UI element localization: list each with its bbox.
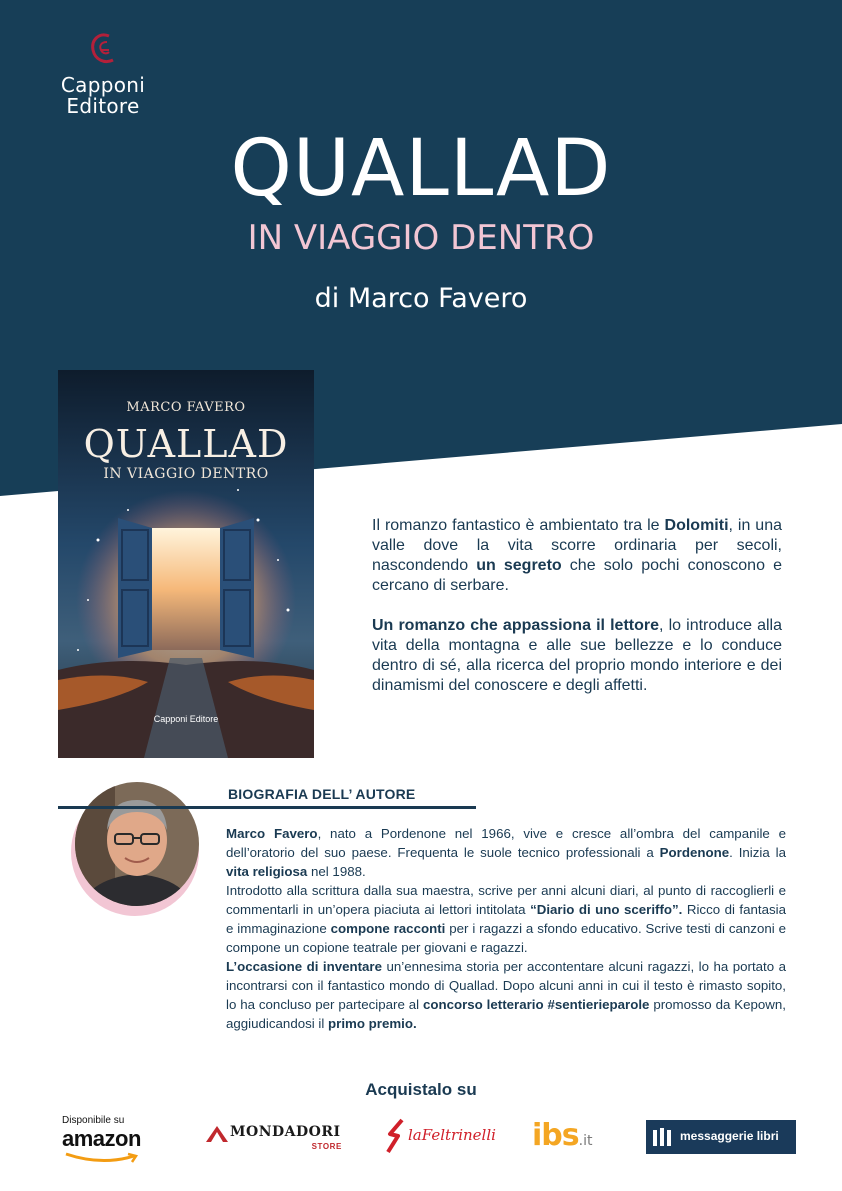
text-segment: promosso da Kepown, aggiudicandosi il (226, 997, 786, 1031)
cover-subtitle: IN VIAGGIO DENTRO (103, 466, 269, 482)
text-segment: , lo introduce alla vita della montagna e alle sue bellezze e lo conduce dentro di sé, alla ricerca del proprio mondo interiore e dei dinamismi del conoscere e degli affetti. (372, 617, 782, 694)
feltrinelli-logo-link[interactable] (384, 1118, 504, 1158)
text-segment: , nato a Pordenone nel 1966, vive e cresce all’ombra del campanile e dell’oratorio del suo paese. Frequenta le suole tecnico professionali a (226, 826, 786, 860)
bio-paragraph-3 (226, 957, 786, 1033)
capponi-monogram-icon (85, 30, 121, 70)
ibs-logo-link[interactable] (532, 1118, 612, 1158)
book-title: QUALLAD (230, 124, 612, 214)
ibs-wordmark: ibs (532, 1118, 579, 1153)
text-segment: . Inizia la (729, 845, 786, 860)
description-paragraph-1 (372, 516, 782, 596)
text-segment: un’ennesima storia per accontentare alcuni ragazzi, lo ha portato a incontrarsi con il fantastico mondo di Quallad. Dopo alcuni anni in cui il testo è rimasto sopito, lo ha concluso per partecipare al (226, 959, 787, 1012)
text-segment: Marco Favero (226, 826, 318, 841)
mondadori-store-label: STORE (311, 1142, 342, 1151)
book-cover (58, 370, 314, 758)
text-segment: concorso letterario #sentierieparole (422, 997, 650, 1012)
amazon-wordmark: amazon (62, 1126, 141, 1151)
ibs-domain-suffix: .it (578, 1133, 593, 1149)
feltrinelli-wordmark: laFeltrinelli (408, 1126, 496, 1144)
buy-heading: Acquistalo su (365, 1080, 477, 1099)
messaggerie-m-icon (652, 1126, 676, 1148)
bio-paragraph-1 (226, 824, 786, 881)
cover-title: QUALLAD (83, 422, 289, 466)
publisher-name-line2: Editore (66, 94, 140, 118)
messaggerie-wordmark: messaggerie libri (680, 1129, 779, 1143)
feltrinelli-f-icon (384, 1118, 406, 1154)
text-segment: che solo pochi conoscono e cercano di serbare. (372, 557, 782, 594)
text-segment: per i ragazzi a sfondo educativo. Scrive testi di canzoni e compone un copione teatrale per giovani e ragazzi. (226, 921, 786, 955)
mondadori-wordmark: MONDADORI (230, 1124, 341, 1140)
book-author: di Marco Favero (314, 283, 528, 314)
amazon-caption: Disponibile su (62, 1115, 125, 1126)
text-segment: Il romanzo fantastico è ambientato tra le (372, 517, 665, 534)
bio-paragraph-2 (226, 881, 786, 957)
text-segment: Introdotto alla scrittura dalla sua maestra, scrive per anni alcuni diari, al punto di raccoglierli e commentarli in un’opera piaciuta ai lettori intitolata (226, 883, 786, 917)
text-segment: Ricco di fantasia e immaginazione (226, 902, 786, 936)
publisher-name-line1: Capponi (60, 73, 146, 97)
bio-text (226, 824, 786, 1033)
publisher-logo (58, 30, 148, 117)
mondadori-store-logo-link[interactable] (206, 1124, 346, 1156)
text-segment: Un romanzo che appassiona il lettore (372, 617, 659, 634)
text-segment: nel 1988. (307, 864, 366, 879)
amazon-logo-link[interactable] (62, 1115, 162, 1165)
text-segment: “Diario di uno sceriffo”. (530, 902, 683, 917)
cover-publisher: Capponi Editore (153, 714, 219, 724)
text-segment: vita religiosa (226, 864, 308, 879)
cover-author: MARCO FAVERO (126, 400, 246, 415)
book-subtitle: IN VIAGGIO DENTRO (247, 218, 595, 258)
description-paragraph-2 (372, 616, 782, 696)
text-segment: primo premio. (328, 1016, 417, 1031)
author-photo (55, 782, 213, 918)
text-segment: compone racconti (330, 921, 446, 936)
text-segment: Pordenone (659, 845, 730, 860)
mondadori-rose-icon (206, 1126, 228, 1142)
bio-divider (58, 806, 476, 809)
amazon-smile-icon (62, 1152, 142, 1164)
book-description (372, 516, 782, 716)
text-segment: L’occasione di inventare (226, 959, 383, 974)
text-segment: Dolomiti (664, 517, 729, 534)
bio-heading: BIOGRAFIA DELL’ AUTORE (228, 786, 416, 802)
text-segment: un segreto (476, 557, 562, 574)
messaggerie-libri-logo-link[interactable] (646, 1120, 796, 1154)
text-segment: , in una valle dove la vita scorre ordinaria per secoli, nascondendo (372, 517, 782, 574)
